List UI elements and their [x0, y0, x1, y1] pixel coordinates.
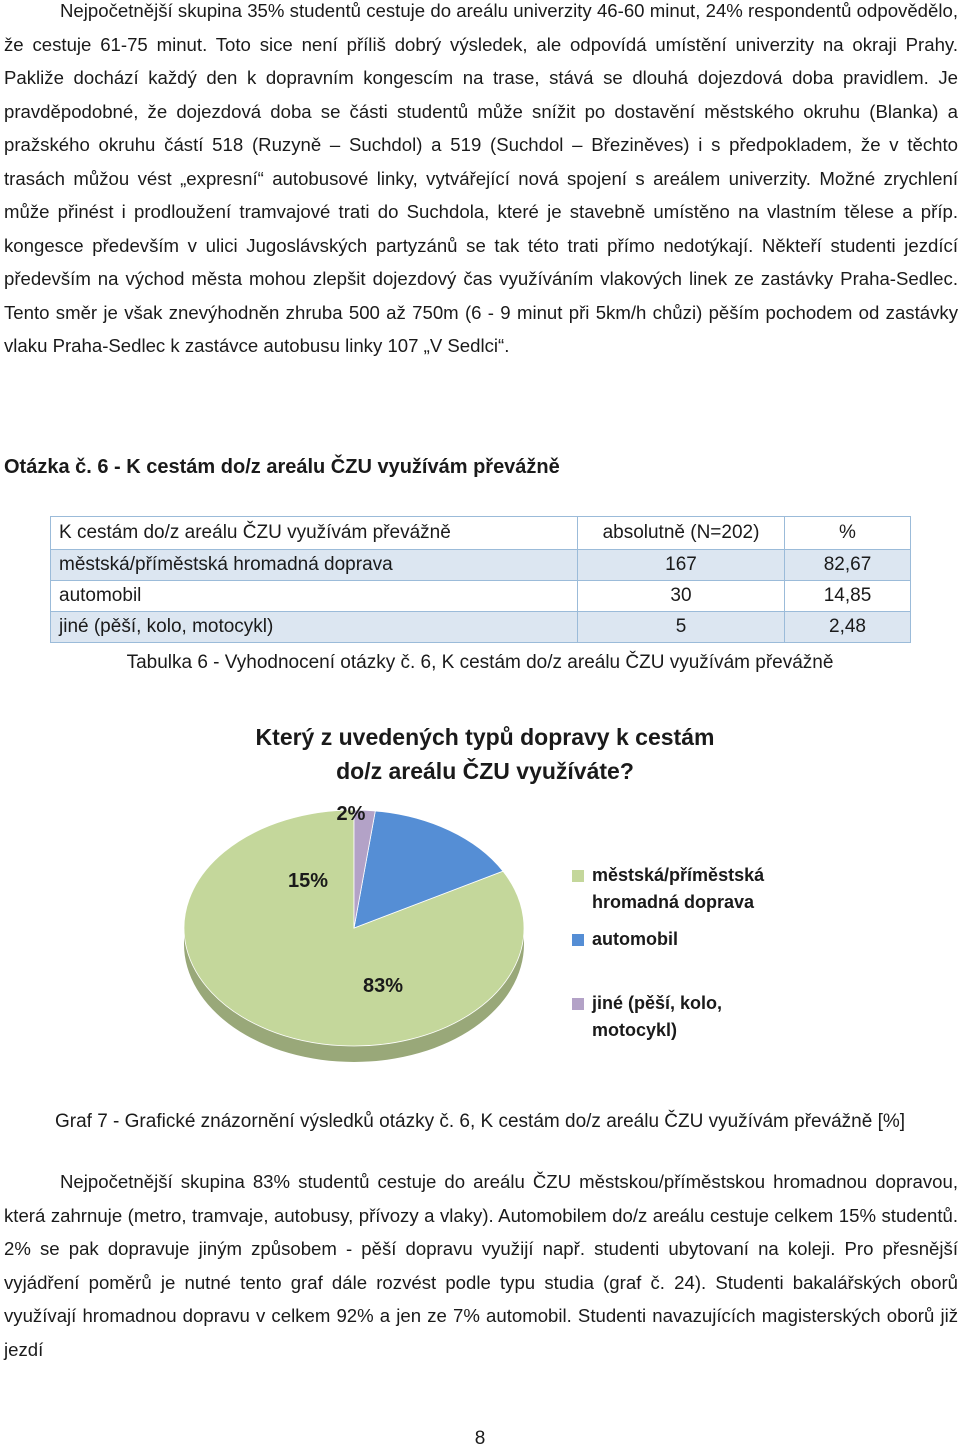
legend-label: [592, 862, 812, 916]
table-cell-count: 167: [578, 550, 785, 581]
table-cell-percent: 82,67: [785, 550, 911, 581]
pie-data-label: 2%: [336, 803, 366, 825]
table-cell-label: jiné (pěší, kolo, motocykl): [51, 612, 578, 643]
body-paragraph-2: Nejpočetnější skupina 83% studentů cestuje do areálu ČZU městskou/příměstskou hromadnou dopravou, která zahrnuje (metro, tramvaje, autobusy, přívozy a vlaky). Automobilem do/z areálu cestuje celkem 15% studentů. 2% se pak dopravuje jiným způsobem - pěší dopravu využijí např. studenti ubytovaní na koleji. Pro přesnější vyjádření poměrů je nutné tento graf dále rozvést podle typu studia (graf č. 24). Studenti bakalářských oborů využívají hromadnou dopravu v celkem 92% a jen ze 7% automobil. Studenti navazujících magisterských oborů již jezdí: [4, 1171, 958, 1360]
legend-swatch: [572, 934, 584, 946]
table-header-cell: K cestám do/z areálu ČZU využívám převážně: [51, 517, 578, 550]
table-header-cell: absolutně (N=202): [578, 517, 785, 550]
legend-label-line: městská/příměstská: [592, 865, 765, 885]
table-caption: Tabulka 6 - Vyhodnocení otázky č. 6, K cestám do/z areálu ČZU využívám převážně: [126, 652, 834, 673]
table-header-cell: %: [785, 517, 911, 550]
chart-title-line2: do/z areálu ČZU využíváte?: [336, 758, 634, 784]
table-row: [51, 581, 911, 612]
chart-caption: Graf 7 - Grafické znázornění výsledků otázky č. 6, K cestám do/z areálu ČZU využívám převážně [%]: [54, 1111, 906, 1132]
table-cell-label: městská/příměstská hromadná doprava: [51, 550, 578, 581]
legend-label: [592, 990, 812, 1044]
table-cell-count: 5: [578, 612, 785, 643]
table-cell-count: 30: [578, 581, 785, 612]
pie-chart: [0, 700, 960, 1100]
table-header-row: [51, 517, 911, 550]
legend-swatch: [572, 870, 584, 882]
results-table: [50, 516, 911, 643]
table-cell-label: automobil: [51, 581, 578, 612]
table-cell-percent: 2,48: [785, 612, 911, 643]
table-row: [51, 612, 911, 643]
pie-slices: [184, 810, 524, 1062]
pie-data-label: 83%: [362, 975, 404, 997]
table-row: [51, 550, 911, 581]
question-heading: Otázka č. 6 - K cestám do/z areálu ČZU využívám převážně: [4, 456, 560, 478]
chart-title-line1: Který z uvedených typů dopravy k cestám: [255, 724, 715, 750]
page-number: 8: [474, 1428, 486, 1449]
pie-data-label: 15%: [287, 870, 329, 892]
legend-label-line: hromadná doprava: [592, 892, 755, 912]
legend-label-line: jiné (pěší, kolo,: [592, 993, 723, 1013]
table-cell-percent: 14,85: [785, 581, 911, 612]
body-paragraph-1: Nejpočetnější skupina 35% studentů cestuje do areálu univerzity 46-60 minut, 24% respondentů odpovědělo, že cestuje 61-75 minut. Toto sice není příliš dobrý výsledek, ale odpovídá umístění univerzity na okraji Prahy. Pakliže dochází každý den k dopravním kongescím na trase, stává se dlouhá dojezdová doba pravidlem. Je pravděpodobné, že dojezdová doba se části studentů může snížit po dostavění městského okruhu (Blanka) a pražského okruhu částí 518 (Ruzyně – Suchdol) a 519 (Suchdol – Březiněves) i s předpokladem, že v těchto trasách můžou vést „expresní“ autobusové linky, vytvářející nová spojení s areálem univerzity. Možné zrychlení může přinést i prodloužení tramvajové trati do Suchdola, které je stavebně umístěno na vlastním tělese a příp. kongesce především v ulici Jugoslávských partyzánů se tak této trati přímo nedotýkají. Někteří studenti jezdící především na východ města mohou zlepšit dojezdový čas využíváním vlakových linek ze zastávky Praha-Sedlec. Tento směr je však znevýhodněn zhruba 500 až 750m (6 - 9 minut při 5km/h chůzi) pěším pochodem od zastávky vlaku Praha-Sedlec k zastávce autobusu linky 107 „V Sedlci“.: [4, 0, 958, 356]
legend-label-line: motocykl): [592, 1020, 678, 1040]
legend-swatch: [572, 998, 584, 1010]
legend-label: automobil: [592, 929, 678, 949]
